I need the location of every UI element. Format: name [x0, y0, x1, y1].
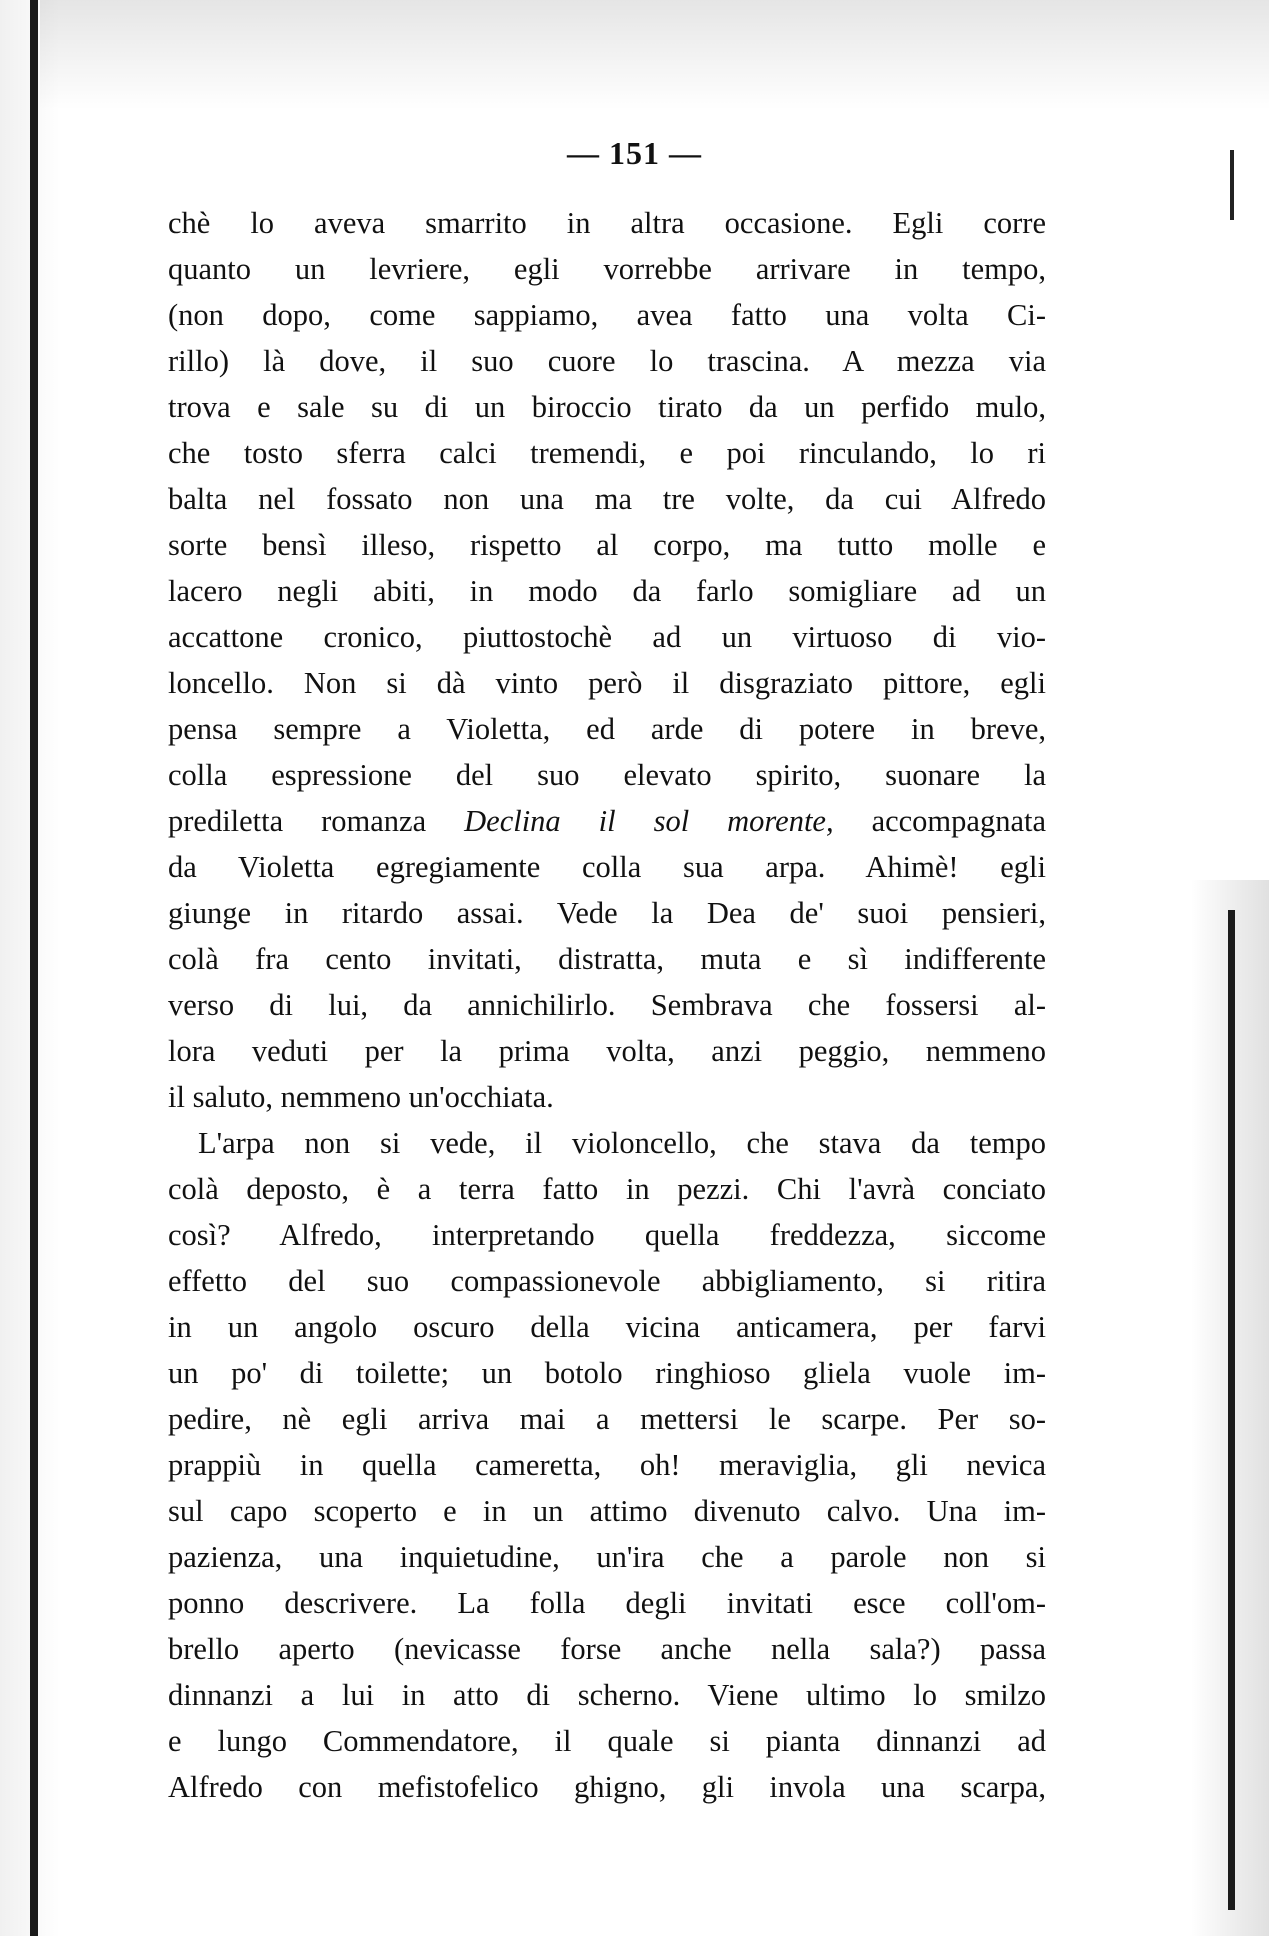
text-line: pensa sempre a Violetta, ed arde di potere in breve, [168, 712, 1046, 746]
text-line: (non dopo, come sappiamo, avea fatto una volta Ci- [168, 298, 1046, 332]
text-line: prappiù in quella cameretta, oh! meraviglia, gli nevica [168, 1448, 1046, 1482]
text-segment: accompagnata [833, 804, 1046, 838]
page-number: — 151 — [567, 135, 702, 171]
text-line-paragraph-start: L'arpa non si vede, il violoncello, che stava da tempo [198, 1126, 1046, 1160]
text-line: un po' di toilette; un botolo ringhioso gliela vuole im- [168, 1356, 1046, 1390]
body-text [168, 200, 1046, 1810]
text-line: così? Alfredo, interpretando quella freddezza, siccome [168, 1218, 1046, 1252]
page-edge-right [1228, 910, 1235, 1910]
text-line: rillo) là dove, il suo cuore lo trascina. A mezza via [168, 344, 1046, 378]
text-line: sul capo scoperto e in un attimo divenuto calvo. Una im- [168, 1494, 1046, 1528]
text-line: che tosto sferra calci tremendi, e poi rinculando, lo ri [168, 436, 1046, 470]
text-line: Alfredo con mefistofelico ghigno, gli invola una scarpa, [168, 1770, 1046, 1804]
text-line: verso di lui, da annichilirlo. Sembrava che fossersi al- [168, 988, 1046, 1022]
text-line: quanto un levriere, egli vorrebbe arrivare in tempo, [168, 252, 1046, 286]
text-line: colà deposto, è a terra fatto in pezzi. Chi l'avrà conciato [168, 1172, 1046, 1206]
text-line: pedire, nè egli arriva mai a mettersi le scarpe. Per so- [168, 1402, 1046, 1436]
song-title: Declina il sol morente, [464, 804, 834, 838]
text-line: trova e sale su di un biroccio tirato da un perfido mulo, [168, 390, 1046, 424]
text-line: lacero negli abiti, in modo da farlo somigliare ad un [168, 574, 1046, 608]
text-line: colà fra cento invitati, distratta, muta e sì indifferente [168, 942, 1046, 976]
text-line: colla espressione del suo elevato spirito, suonare la [168, 758, 1046, 792]
text-segment: prediletta romanza [168, 804, 465, 838]
text-line: brello aperto (nevicasse forse anche nella sala?) passa [168, 1632, 1046, 1666]
text-line: e lungo Commendatore, il quale si pianta dinnanzi ad [168, 1724, 1046, 1758]
scan-shadow-top [40, 0, 1269, 110]
text-line-paragraph-end: il saluto, nemmeno un'occhiata. [168, 1080, 554, 1114]
text-line: ponno descrivere. La folla degli invitati esce coll'om- [168, 1586, 1046, 1620]
text-line: lora veduti per la prima volta, anzi peggio, nemmeno [168, 1034, 1046, 1068]
text-line: balta nel fossato non una ma tre volte, da cui Alfredo [168, 482, 1046, 516]
text-line: loncello. Non si dà vinto però il disgraziato pittore, egli [168, 666, 1046, 700]
page-edge-left [30, 0, 38, 1936]
text-line: in un angolo oscuro della vicina anticamera, per farvi [168, 1310, 1046, 1344]
text-line: sorte bensì illeso, rispetto al corpo, ma tutto molle e [168, 528, 1046, 562]
text-line: da Violetta egregiamente colla sua arpa. Ahimè! egli [168, 850, 1046, 884]
text-line: accattone cronico, piuttostochè ad un virtuoso di vio- [168, 620, 1046, 654]
text-line: effetto del suo compassionevole abbigliamento, si ritira [168, 1264, 1046, 1298]
text-line-with-title [168, 798, 1046, 844]
text-line: pazienza, una inquietudine, un'ira che a parole non si [168, 1540, 1046, 1574]
text-line: giunge in ritardo assai. Vede la Dea de' suoi pensieri, [168, 896, 1046, 930]
text-line: chè lo aveva smarrito in altra occasione. Egli corre [168, 206, 1046, 240]
text-line: dinnanzi a lui in atto di scherno. Viene ultimo lo smilzo [168, 1678, 1046, 1712]
